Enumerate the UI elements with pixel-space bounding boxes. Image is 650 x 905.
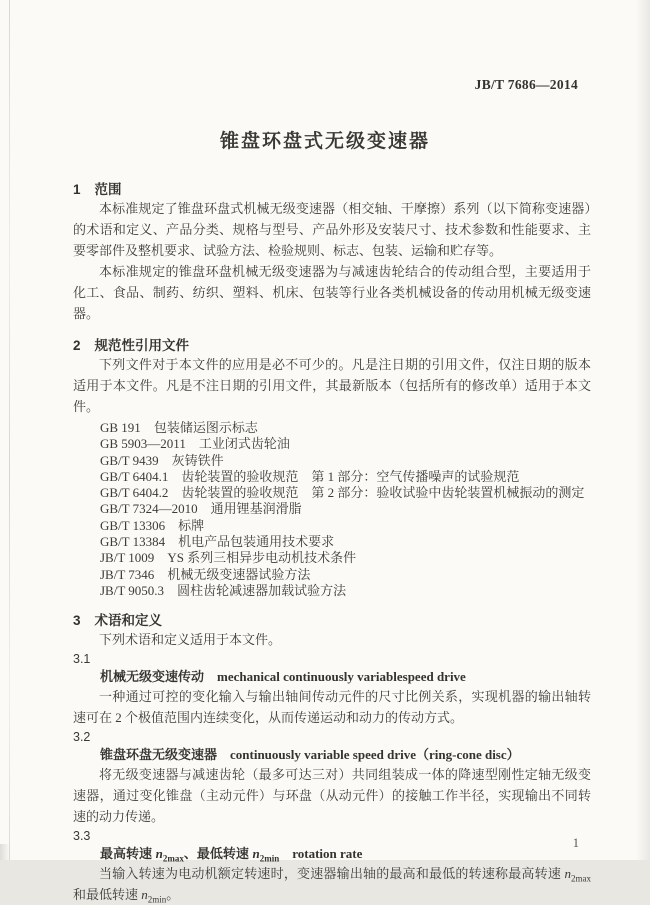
section-2-heading <box>73 337 591 354</box>
term-3-1-definition: 一种通过可控的变化输入与输出轴间传动元件的尺寸比例关系，实现机器的输出轴转速可在 2 个极值范围内连续变化，从而传递运动和动力的传动方式。 <box>73 689 591 726</box>
reference-item <box>100 485 591 501</box>
reference-title: 齿轮装置的验收规范 第 1 部分：空气传播噪声的试验规范 <box>181 468 520 484</box>
reference-title: 灰铸铁件 <box>171 452 224 468</box>
definition-text: 当输入转速为电动机额定转速时，变速器输出轴的最高和最低的转速称最高转速 <box>99 866 565 882</box>
reference-code: JB/T 9050.3 <box>100 582 165 598</box>
subscript-2max: 2max <box>162 853 184 864</box>
reference-item <box>100 453 591 469</box>
reference-code: GB/T 7324—2010 <box>100 501 198 517</box>
references-intro: 下列文件对于本文件的应用是必不可少的。凡是注日期的引用文件，仅注日期的版本适用于本文件。凡是不注日期的引用文件，其最新版本（包括所有的修改单）适用于本文件。 <box>73 357 591 414</box>
symbol-n: n <box>141 887 148 903</box>
symbol-n: n <box>252 846 260 862</box>
section-number: 1 <box>73 182 81 197</box>
term-zh: 机械无级变速传动 <box>100 669 205 685</box>
section-title: 术语和定义 <box>94 613 163 629</box>
reference-code: JB/T 1009 <box>100 550 155 566</box>
reference-item <box>100 420 591 436</box>
reference-item <box>100 567 591 583</box>
section-3-heading <box>73 612 591 629</box>
reference-item <box>100 550 591 566</box>
scope-paragraph-1: 本标准规定了锥盘环盘式机械无级变速器（相交轴、干摩擦）系列（以下简称变速器）的术语和定义、产品分类、规格与型号、产品外形及安装尺寸、技术参数和性能要求、主要零部件及整机要求、试验方法、检验规则、标志、包装、运输和贮存等。 <box>73 201 591 258</box>
clause-number-3-2: 3.2 <box>73 730 91 745</box>
reference-code: GB/T 13384 <box>100 534 166 550</box>
term-3-2-heading <box>73 746 591 763</box>
reference-code: GB/T 13306 <box>100 517 166 533</box>
reference-title: 圆柱齿轮减速器加载试验方法 <box>177 582 347 598</box>
reference-title: 工业闭式齿轮油 <box>198 436 290 452</box>
reference-title: YS 系列三相异步电动机技术条件 <box>167 550 357 566</box>
term-3-2-definition: 将无级变速器与减速齿轮（最多可达三对）共同组装成一体的降速型刚性定轴无级变速器，通过变化锥盘（主动元件）与环盘（从动元件）的接触工作半径，实现输出不同转速的动力传递。 <box>73 767 591 825</box>
reference-item <box>100 501 591 517</box>
reference-title: 标牌 <box>178 517 205 533</box>
definition-text: 。 <box>166 887 180 903</box>
reference-code: GB/T 9439 <box>100 452 159 468</box>
scan-smudge-bottom-left <box>0 844 10 860</box>
reference-title: 机械无级变速器试验方法 <box>167 566 311 582</box>
section-number: 2 <box>73 338 81 353</box>
scope-paragraph-2: 本标准规定的锥盘环盘机械无级变速器为与减速齿轮结合的传动组合型，主要适用于化工、食品、制药、纺织、塑料、机床、包装等行业各类机械设备的传动用机械无级变速器。 <box>73 264 591 321</box>
page-number: 1 <box>572 836 579 850</box>
reference-title: 机电产品包装通用技术要求 <box>178 534 335 550</box>
section-1-heading <box>73 181 591 198</box>
section-number: 3 <box>73 613 81 629</box>
term-3-3-definition <box>73 863 591 905</box>
term-zh: 最高转速 <box>100 846 156 862</box>
term-en: rotation rate <box>292 846 363 862</box>
term-en: continuously variable speed drive（ring-cone disc） <box>230 747 520 763</box>
reference-item <box>100 436 591 452</box>
reference-item <box>100 469 591 485</box>
reference-code: GB 191 <box>100 420 141 435</box>
terms-intro: 下列术语和定义适用于本文件。 <box>99 632 282 648</box>
clause-number-3-1: 3.1 <box>73 652 91 667</box>
reference-code: JB/T 7346 <box>100 566 155 582</box>
term-3-1-heading <box>73 668 591 685</box>
reference-item <box>100 534 591 550</box>
symbol-n: n <box>155 846 163 862</box>
scan-crease-left <box>9 0 10 860</box>
subscript-2min: 2min <box>259 853 280 864</box>
reference-item <box>100 518 591 534</box>
reference-code: GB/T 6404.2 <box>100 485 169 501</box>
subscript-2max: 2max <box>571 873 591 884</box>
standard-number: JB/T 7686—2014 <box>474 77 578 92</box>
page-title: 锥盘环盘式无级变速器 <box>219 131 430 152</box>
symbol-n: n <box>564 866 571 882</box>
clause-number-3-3: 3.3 <box>73 829 91 844</box>
subscript-2min: 2min <box>147 894 167 905</box>
section-title: 范围 <box>94 182 122 197</box>
reference-list <box>73 420 591 599</box>
section-title: 规范性引用文件 <box>94 338 190 353</box>
scan-edge-shadow-right <box>636 0 650 860</box>
reference-code: GB 5903—2011 <box>100 436 186 452</box>
reference-code: GB/T 6404.1 <box>100 468 169 484</box>
term-zh: 、最低转速 <box>183 846 253 862</box>
term-3-3-heading <box>73 845 591 862</box>
reference-item <box>100 583 591 599</box>
reference-title: 通用锂基润滑脂 <box>210 501 302 517</box>
reference-title: 齿轮装置的验收规范 第 2 部分：验收试验中齿轮装置机械振动的测定 <box>181 485 585 501</box>
term-en: mechanical continuously variablespeed drive <box>217 669 466 685</box>
reference-title: 包装储运图示标志 <box>153 420 258 435</box>
term-zh: 锥盘环盘无级变速器 <box>100 747 218 763</box>
document-body <box>73 181 591 905</box>
definition-text: 和最低转速 <box>73 887 142 903</box>
